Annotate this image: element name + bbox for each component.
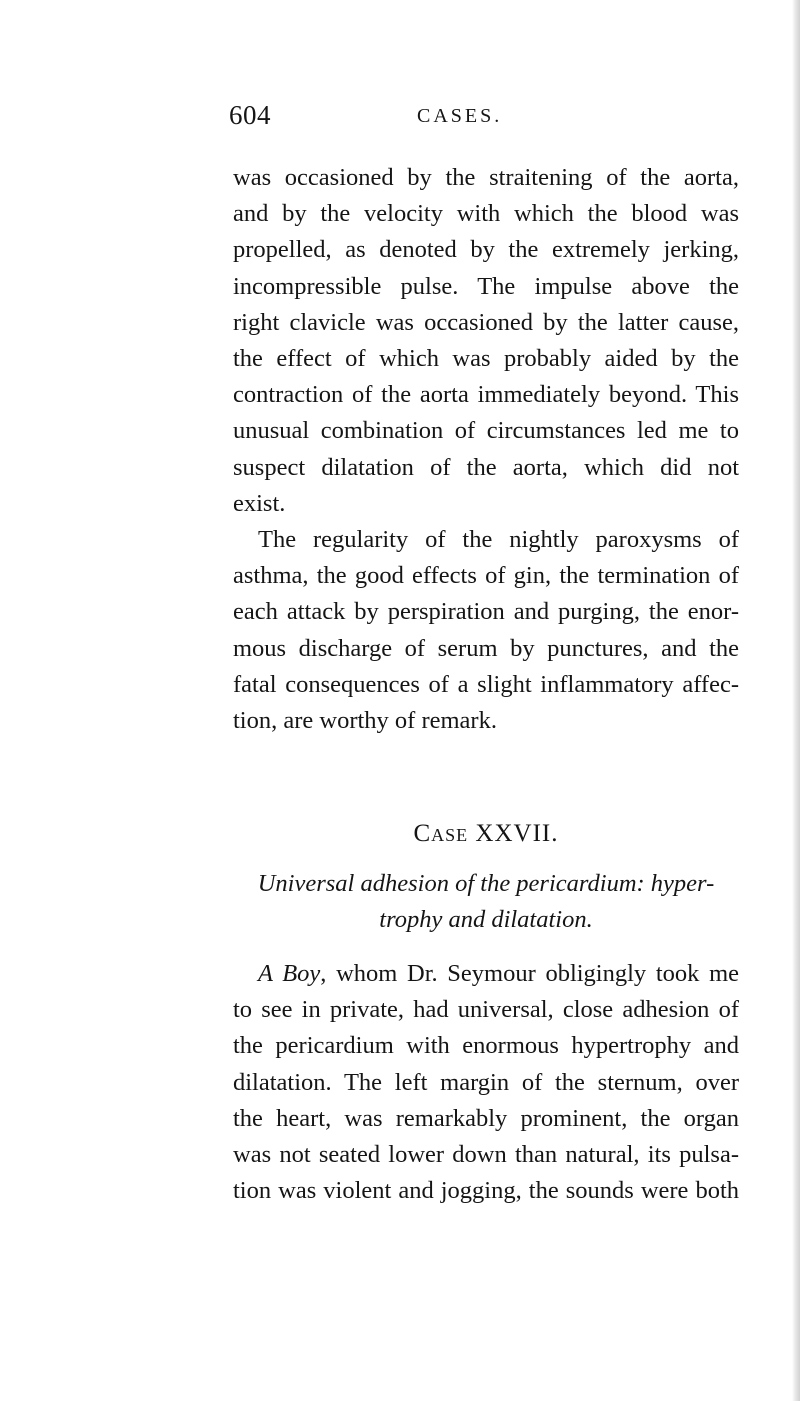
text-line: exist. <box>233 489 286 517</box>
text-line: the pericardium with enormous hypertrophy and <box>233 1032 739 1060</box>
text-line: the effect of which was probably aided by the <box>233 345 739 373</box>
text-line: fatal consequences of a slight inflammatory affec- <box>233 670 739 698</box>
page-number: 604 <box>229 100 271 130</box>
text-line: unusual combination of circumstances led me to <box>233 417 739 445</box>
page-edge-shadow <box>792 0 800 1401</box>
text-line: dilatation. The left margin of the sternum, over <box>233 1068 739 1096</box>
case-subtitle-line: trophy and dilatation. <box>379 906 593 934</box>
text-line: and by the velocity with which the blood was <box>233 200 739 228</box>
text-line: tion, are worthy of remark. <box>233 707 497 735</box>
text-line: propelled, as denoted by the extremely jerking, <box>233 236 739 264</box>
text-line: was not seated lower down than natural, its pulsa- <box>233 1141 739 1169</box>
text-line: right clavicle was occasioned by the latter cause, <box>233 308 739 336</box>
body-text <box>233 160 739 739</box>
case-first-line <box>233 956 739 992</box>
text-line: asthma, the good effects of gin, the termination of <box>233 562 739 590</box>
text-line: suspect dilatation of the aorta, which did not <box>233 453 739 481</box>
case-title: Case XXVII. <box>413 820 559 847</box>
paragraph-1 <box>233 160 739 522</box>
case-heading <box>233 820 739 848</box>
text-line: tion was violent and jogging, the sounds were both <box>233 1177 739 1205</box>
paragraph-2 <box>233 522 739 739</box>
running-head <box>229 100 649 136</box>
case-subtitle-line: Universal adhesion of the pericardium: hyper- <box>257 870 715 897</box>
text-line: the heart, was remarkably prominent, the organ <box>233 1104 739 1132</box>
case-subtitle <box>233 866 739 938</box>
text-line: each attack by perspiration and purging, the enor- <box>233 598 739 626</box>
case-first-line-rest: , whom Dr. Seymour obligingly took me <box>320 960 739 987</box>
case-body <box>233 956 739 1209</box>
text-line: The regularity of the nightly paroxysms of <box>258 526 739 554</box>
text-line: incompressible pulse. The impulse above the <box>233 272 739 300</box>
text-line: was occasioned by the straitening of the aorta, <box>233 164 739 191</box>
text-line: to see in private, had universal, close adhesion of <box>233 996 739 1024</box>
running-title: CASES. <box>417 105 503 127</box>
text-line: mous discharge of serum by punctures, and the <box>233 634 739 662</box>
text-line: contraction of the aorta immediately beyond. This <box>233 381 739 409</box>
case-lead-words: A Boy <box>258 960 321 987</box>
